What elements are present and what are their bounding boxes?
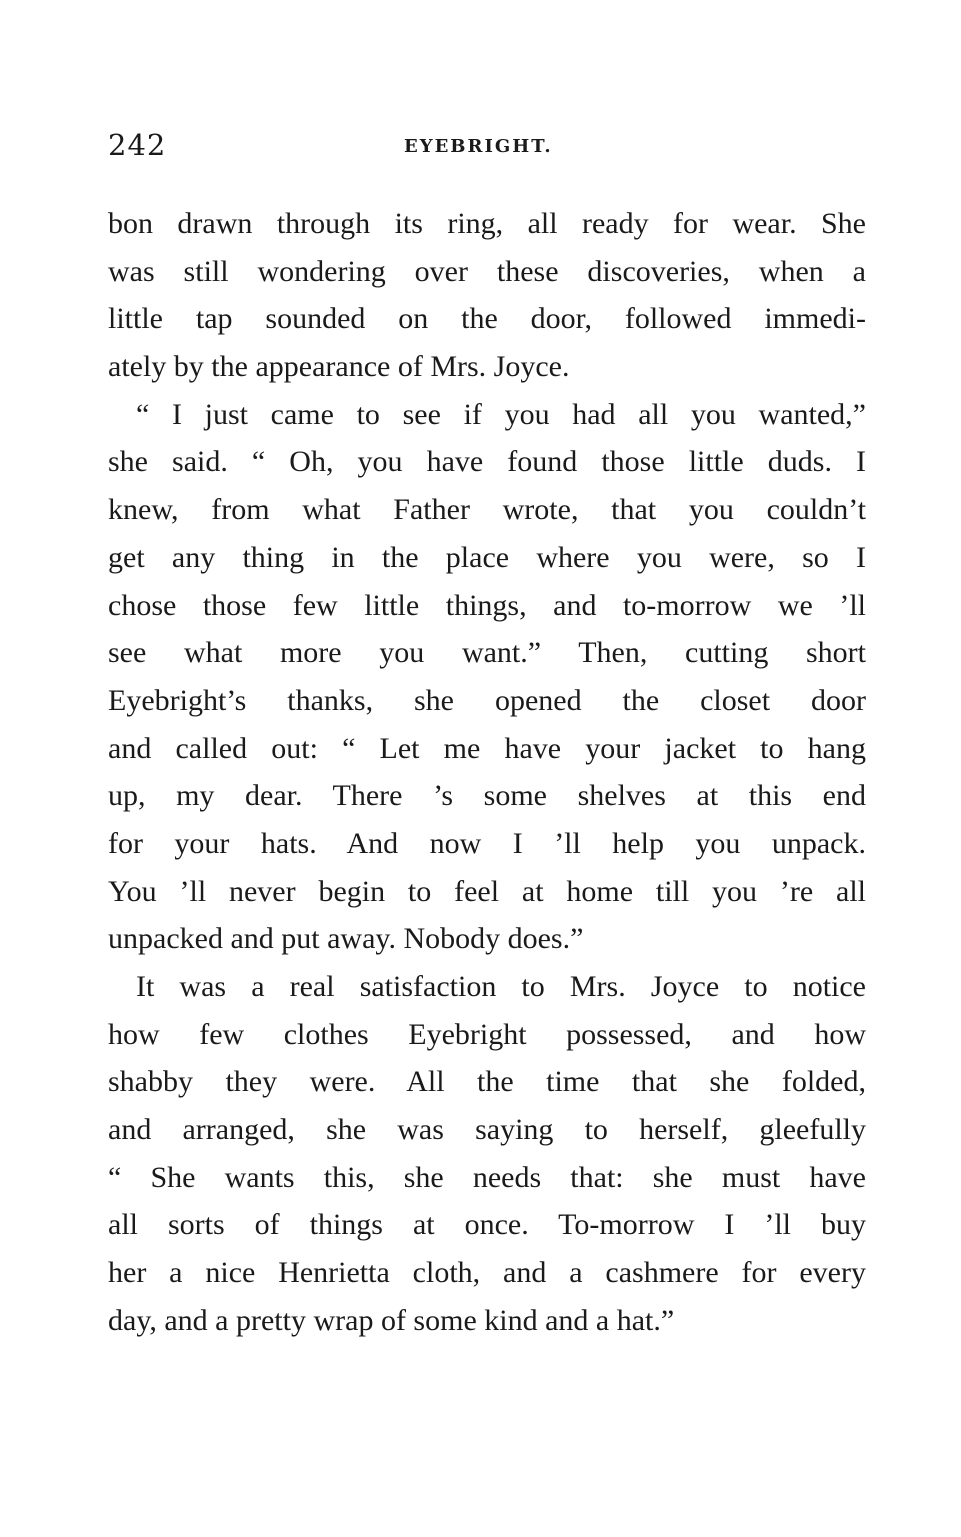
text-line: chose those few little things, and to-morrow we ’ll: [108, 588, 866, 622]
text-line: shabby they were. All the time that she folded,: [108, 1065, 866, 1099]
text-line: “ She wants this, she needs that: she must have: [108, 1160, 866, 1194]
text-line: and arranged, she was saying to herself, gleefully: [108, 1113, 866, 1147]
text-line: was still wondering over these discoveries, when a: [108, 254, 866, 288]
text-line: for your hats. And now I ’ll help you unpack.: [108, 826, 866, 860]
body-text: [108, 200, 866, 1345]
text-line: her a nice Henrietta cloth, and a cashmere for every: [108, 1256, 866, 1290]
text-line: all sorts of things at once. To-morrow I ’ll buy: [108, 1208, 866, 1242]
page-number: 242: [108, 128, 167, 162]
text-line: You ’ll never begin to feel at home till you ’re all: [108, 874, 866, 908]
text-line: “ I just came to see if you had all you wanted,”: [136, 397, 866, 431]
text-line: ately by the appearance of Mrs. Joyce.: [108, 350, 570, 384]
text-line: bon drawn through its ring, all ready for wear. She: [108, 207, 866, 240]
text-line: day, and a pretty wrap of some kind and a hat.”: [108, 1303, 675, 1337]
text-line: It was a real satisfaction to Mrs. Joyce to notice: [136, 970, 866, 1003]
text-line: she said. “ Oh, you have found those little duds. I: [108, 445, 866, 479]
running-title: EYEBRIGHT.: [404, 136, 553, 157]
text-line: how few clothes Eyebright possessed, and how: [108, 1017, 866, 1051]
text-line: unpacked and put away. Nobody does.”: [108, 922, 584, 956]
text-line: get any thing in the place where you were, so I: [108, 540, 866, 574]
text-line: see what more you want.” Then, cutting short: [108, 636, 866, 670]
text-line: up, my dear. There ’s some shelves at this end: [108, 779, 866, 813]
text-line: Eyebright’s thanks, she opened the closet door: [108, 683, 866, 717]
page-header: [108, 128, 866, 168]
text-line: knew, from what Father wrote, that you couldn’t: [108, 493, 866, 527]
text-line: little tap sounded on the door, followed immedi-: [108, 302, 866, 336]
text-line: and called out: “ Let me have your jacket to hang: [108, 731, 866, 765]
